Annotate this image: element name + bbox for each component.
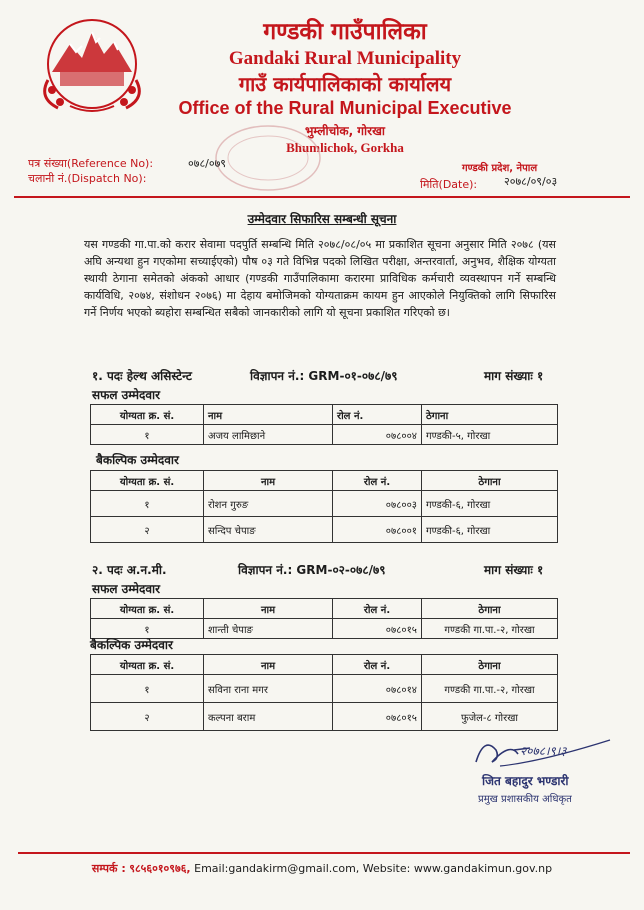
table-row xyxy=(91,491,558,517)
section2-demand: माग संख्याः १ xyxy=(484,563,544,577)
cell-roll: ०७८००४ xyxy=(333,425,422,445)
header-nepali-name: गण्डकी गाउँपालिका xyxy=(263,19,427,45)
col-name: नाम xyxy=(204,655,333,675)
section1-successful-label: सफल उम्मेदवार xyxy=(92,388,161,402)
cell-name: सन्दिप चेपाङ xyxy=(204,517,333,543)
cell-address: फुजेल-८ गोरखा xyxy=(422,703,558,731)
section2-post: २. पदः अ.न.मी. xyxy=(92,563,167,577)
notice-body: यस गण्डकी गा.पा.को करार सेवामा पदपुर्ति सम्बन्धि मिति २०७८/०८/०५ मा प्रकाशित सूचना अनुसार मिति २०७८ (यस अघि अन्यथा हुन गएकोमा सच्याईएको) पौष ०३ गते विभिन्न पदको लिखित परीक्षा, अन्तरवार्ता, अनुभव, शैक्षिक योग्यता स्थायी ठेगाना समेतको अंकको आधार (गण्डकी गाउँपालिकामा करारमा प्राविधिक कर्मचारी व्यवस्थापन गर्ने सम्बन्धि कार्यविधि, २०७४, संशोधन २०७६) मा देहाय बमोजिमको योग्यताक्रम कायम हुन आएकोले नियुक्तिको लागि सिफारिस गर्ने निर्णय भएको ब्यहोरा सम्बन्धित सबैको जानकारीको लागि यो सूचना प्रकाशित गरिएको छ। xyxy=(84,238,556,319)
reference-number-label: पत्र संख्या(Reference No): xyxy=(28,157,154,170)
section1-alternate-table xyxy=(90,470,558,543)
cell-rank: १ xyxy=(91,675,204,703)
table-header-row xyxy=(91,405,558,425)
header-nepali-place: भुम्लीचोक, गोरखा xyxy=(304,124,386,138)
section1-post: १. पदः हेल्थ असिस्टेन्ट xyxy=(92,369,192,383)
contact-website: Website: www.gandakimun.gov.np xyxy=(362,862,553,875)
signatory-title: प्रमुख प्रशासकीय अधिकृत xyxy=(478,794,572,805)
cell-roll: ०७८०१४ xyxy=(333,675,422,703)
cell-address: गण्डकी-६, गोरखा xyxy=(422,491,558,517)
col-roll: रोल नं. xyxy=(333,405,422,425)
header-english-place: Bhumlichok, Gorkha xyxy=(286,140,404,155)
cell-name: सविना राना मगर xyxy=(204,675,333,703)
cell-roll: ०७८०१५ xyxy=(333,619,422,639)
date-value: २०७८/०९/०३ xyxy=(504,175,558,188)
table-row xyxy=(91,703,558,731)
header-divider xyxy=(14,196,630,198)
cell-rank: १ xyxy=(91,425,204,445)
cell-roll: ०७८००१ xyxy=(333,517,422,543)
date-label: मिति(Date): xyxy=(420,178,478,191)
table-row xyxy=(91,425,558,445)
section2-advert: विज्ञापन नं.: GRM-०२-०७८/७९ xyxy=(238,563,386,577)
cell-name: रोशन गुरुङ xyxy=(204,491,333,517)
signature-date: २०७८।९।३ xyxy=(520,744,567,758)
col-roll: रोल नं. xyxy=(333,599,422,619)
cell-address: गण्डकी गा.पा.-२, गोरखा xyxy=(422,619,558,639)
section2-successful-label: सफल उम्मेदवार xyxy=(92,582,161,596)
section2-alternate-table xyxy=(90,654,558,731)
col-rank: योग्यता क्र. सं. xyxy=(91,471,204,491)
cell-rank: १ xyxy=(91,491,204,517)
table-header-row xyxy=(91,655,558,675)
section1-advert: विज्ञापन नं.: GRM-०१-०७८/७९ xyxy=(250,369,398,383)
cell-name: शान्ती चेपाङ xyxy=(204,619,333,639)
section2-successful-table xyxy=(90,598,558,639)
cell-roll: ०७८०१५ xyxy=(333,703,422,731)
cell-roll: ०७८००३ xyxy=(333,491,422,517)
cell-rank: १ xyxy=(91,619,204,639)
cell-address: गण्डकी-६, गोरखा xyxy=(422,517,558,543)
cell-name: अजय लामिछाने xyxy=(204,425,333,445)
col-address: ठेगाना xyxy=(422,471,558,491)
contact-phone: ९८५६०१०९७६, xyxy=(129,862,191,875)
col-address: ठेगाना xyxy=(422,655,558,675)
col-name: नाम xyxy=(204,471,333,491)
section1-successful-table xyxy=(90,404,558,445)
municipality-emblem xyxy=(30,10,154,118)
signatory-name: जित बहादुर भण्डारी xyxy=(482,774,569,788)
table-header-row xyxy=(91,471,558,491)
cell-rank: २ xyxy=(91,703,204,731)
col-rank: योग्यता क्र. सं. xyxy=(91,599,204,619)
header-nepali-office: गाउँ कार्यपालिकाको कार्यालय xyxy=(238,72,452,96)
header-english-office: Office of the Rural Municipal Executive xyxy=(178,98,512,118)
cell-address: गण्डकी गा.पा.-२, गोरखा xyxy=(422,675,558,703)
col-roll: रोल नं. xyxy=(333,471,422,491)
table-row xyxy=(91,675,558,703)
header-english-name: Gandaki Rural Municipality xyxy=(228,48,462,69)
contact-label: सम्पर्क : xyxy=(91,862,126,875)
section1-alternate-label: बैकल्पिक उम्मेदवार xyxy=(96,453,179,467)
notice-title: उम्मेदवार सिफारिस सम्बन्धी सूचना xyxy=(247,212,397,226)
cell-address: गण्डकी-५, गोरखा xyxy=(422,425,558,445)
section2-alternate-label: बैकल्पिक उम्मेदवार xyxy=(90,638,173,652)
cell-name: कल्पना बराम xyxy=(204,703,333,731)
col-name: नाम xyxy=(204,405,333,425)
table-row xyxy=(91,517,558,543)
col-address: ठेगाना xyxy=(422,405,558,425)
col-roll: रोल नं. xyxy=(333,655,422,675)
footer-divider xyxy=(18,852,630,854)
col-rank: योग्यता क्र. सं. xyxy=(91,405,204,425)
section1-demand: माग संख्याः १ xyxy=(484,369,544,383)
cell-rank: २ xyxy=(91,517,204,543)
dispatch-number-label: चलानी नं.(Dispatch No): xyxy=(28,172,147,185)
col-rank: योग्यता क्र. सं. xyxy=(91,655,204,675)
footer-contact xyxy=(0,861,644,876)
province-label: गण्डकी प्रदेश, नेपाल xyxy=(462,163,538,174)
table-header-row xyxy=(91,599,558,619)
col-address: ठेगाना xyxy=(422,599,558,619)
contact-email: Email:gandakirm@gmail.com, xyxy=(194,862,360,875)
col-name: नाम xyxy=(204,599,333,619)
reference-number-value: ०७८/०७९ xyxy=(188,157,227,170)
